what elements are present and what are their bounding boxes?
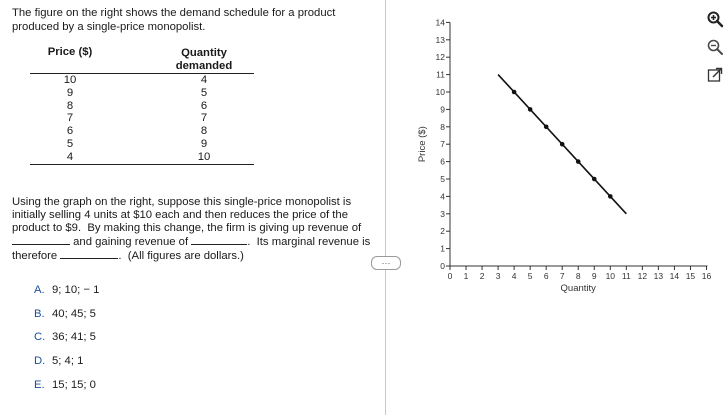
question-text [12,196,372,263]
demand-chart [400,0,712,300]
y-axis-label: Price ($) [417,126,428,163]
x-tick-label: 2 [479,271,485,281]
x-tick-label: 9 [591,271,597,281]
data-point [544,125,549,130]
answer-option[interactable] [34,378,99,402]
answer-option[interactable] [34,330,99,354]
option-letter: D. [34,355,46,368]
x-tick-label: 8 [575,271,581,281]
option-text: 9; 10; − 1 [52,284,100,296]
quantity-cell: 7 [200,112,208,125]
table-row [30,138,254,151]
x-tick-label: 14 [669,271,680,281]
x-tick-label: 12 [637,271,648,281]
option-text: 5; 4; 1 [52,355,84,368]
option-letter: A. [34,284,45,296]
price-cell: 6 [66,125,74,138]
option-text: 36; 41; 5 [52,331,96,344]
table-body [30,74,254,165]
question-part-1: Using the graph on the right, suppose this single-price monopolist is initially selling 4 units at $10 each and then reduces the price of the product to $9. By making this change, the firm is giving up revenue of [12,196,365,235]
answer-blank-3 [60,249,118,259]
x-tick-label: 10 [605,271,616,281]
price-header: Price ($) [30,46,110,74]
table-row [30,112,254,125]
price-cell: 4 [30,151,110,164]
y-tick-label: 4 [440,191,445,202]
quantity-cell: 9 [200,137,208,150]
price-cell: 9 [66,86,74,99]
price-cell: 5 [66,137,74,150]
panel-divider [385,0,386,415]
question-part-3: . Its marginal revenue is therefore [12,236,374,263]
handle-dots: ··· [381,258,391,268]
table-header-row [30,46,254,74]
quantity-header: Quantity demanded [110,46,254,74]
open-external-icon[interactable] [706,66,724,84]
x-tick-label: 16 [701,271,712,281]
question-part-4: . (All figures are dollars.) [118,250,244,263]
x-tick-label: 0 [447,271,453,281]
x-tick-label: 15 [685,271,696,281]
zoom-out-icon[interactable] [706,38,724,56]
x-tick-label: 13 [653,271,664,281]
quantity-cell: 4 [200,74,208,86]
y-tick-label: 11 [436,69,445,80]
data-point [576,159,581,164]
answer-option[interactable] [34,354,99,378]
y-tick-label: 2 [440,226,445,237]
intro-text: The figure on the right shows the demand schedule for a product produced by a single-price monopolist. [12,7,336,33]
x-tick-label: 3 [495,271,501,281]
quantity-cell: 6 [200,99,208,112]
option-text: 15; 15; 0 [52,378,96,391]
demand-schedule-table [30,46,254,165]
table-row [30,74,254,87]
x-tick-label: 11 [621,271,631,281]
data-point [528,107,533,112]
x-tick-label: 1 [463,271,469,281]
zoom-in-icon[interactable] [706,10,724,28]
quantity-cell: 10 [110,151,254,164]
y-tick-label: 9 [440,104,445,115]
y-tick-label: 5 [440,174,445,184]
y-tick-label: 0 [440,261,445,271]
answer-blank-1 [12,235,70,245]
option-text: 40; 45; 5 [52,307,96,320]
price-cell: 10 [63,74,77,86]
data-point [560,142,565,147]
answer-options [34,283,99,401]
x-tick-label: 7 [559,271,565,281]
panel-resize-handle[interactable] [371,256,401,270]
y-tick-label: 3 [440,208,445,219]
data-point [592,177,597,182]
y-tick-label: 7 [440,139,445,150]
option-letter: C. [34,331,46,344]
price-cell: 8 [66,99,74,112]
x-tick-label: 6 [543,271,549,281]
table-row [30,87,254,100]
answer-option[interactable] [34,283,99,307]
x-axis-label: Quantity [560,283,596,294]
x-tick-label: 4 [511,271,517,281]
y-tick-label: 12 [435,52,445,63]
option-letter: B. [34,307,45,320]
y-tick-label: 8 [440,121,445,132]
quantity-cell: 8 [200,125,208,138]
y-tick-label: 1 [440,243,445,254]
price-cell: 7 [66,112,74,125]
x-tick-label: 5 [527,271,533,281]
table-row [30,151,254,164]
answer-option[interactable] [34,307,99,331]
y-tick-label: 13 [435,34,445,45]
y-tick-label: 14 [435,17,445,28]
quantity-cell: 5 [200,86,208,99]
answer-blank-2 [191,235,247,245]
question-part-2: and gaining revenue of [70,236,192,249]
table-row [30,125,254,138]
option-letter: E. [34,378,45,391]
y-tick-label: 6 [440,156,445,167]
y-tick-label: 10 [435,87,445,97]
table-row [30,100,254,113]
data-point [608,194,613,199]
data-point [512,90,517,95]
